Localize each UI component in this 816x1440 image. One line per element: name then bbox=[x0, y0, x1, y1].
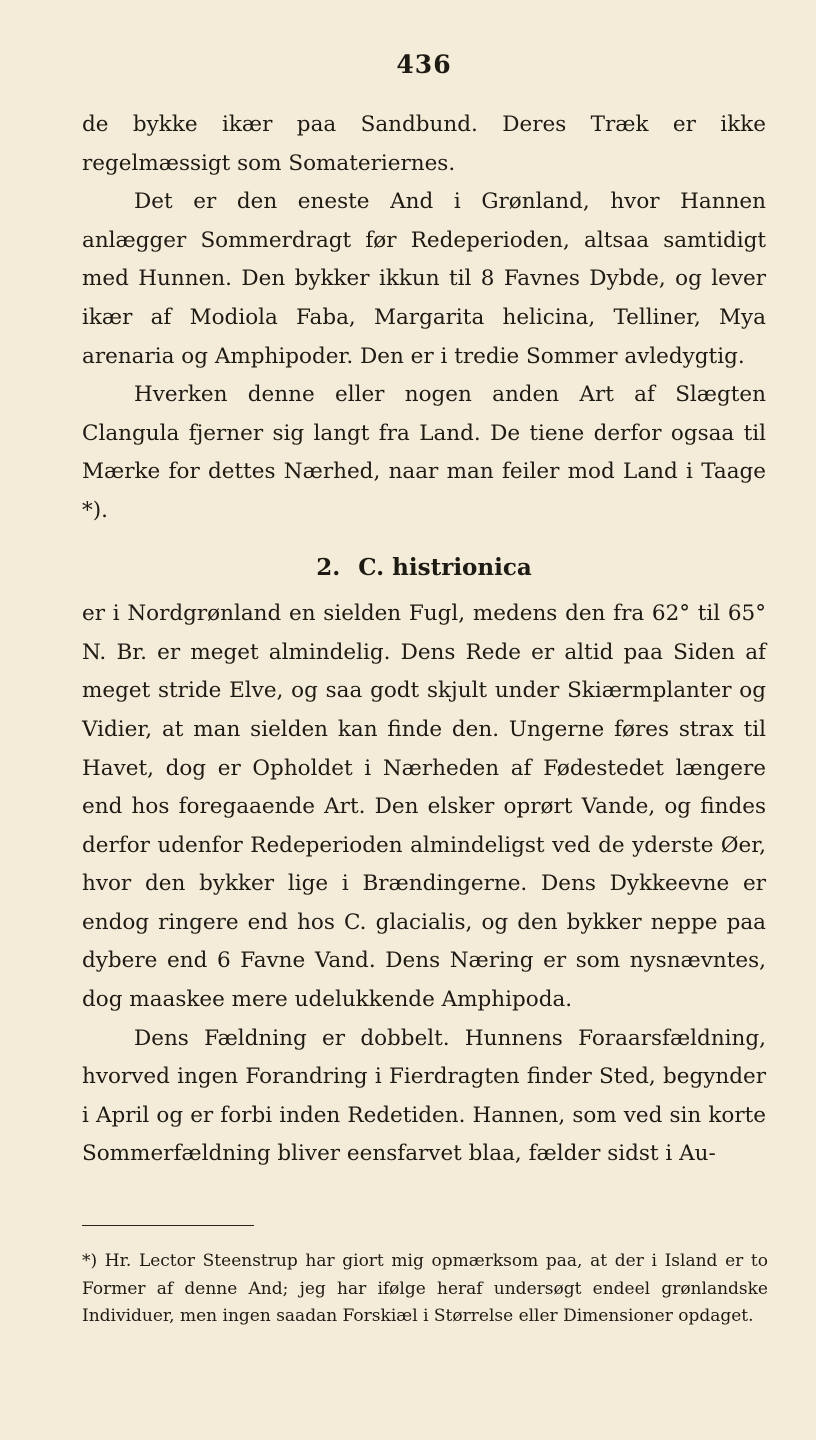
footnote: *) Hr. Lector Steenstrup har giort mig opmærksom paa, at der i Island er to Former af denne And; jeg har ifølge heraf undersøgt endeel grønlandske Individuer, men ingen saadan Forskiæl i Størrelse eller Dimensioner opdaget. bbox=[82, 1251, 768, 1326]
species-number: 2. bbox=[316, 553, 341, 581]
paragraph: Det er den eneste And i Grønland, hvor Hannen anlægger Sommerdragt før Redeperioden, altsaa samtidigt med Hunnen. Den bykker ikkun til 8 Favnes Dybde, og lever ikær af Modiola Faba, Margarita helicina, Telliner, Mya arenaria og Amphipoder. Den er i tredie Sommer avledygtig. bbox=[82, 189, 766, 369]
footnote-divider bbox=[82, 1225, 254, 1226]
species-paragraph: er i Nordgrønland en sielden Fugl, medens den fra 62° til 65° N. Br. er meget almindelig. Dens Rede er altid paa Siden af meget stride Elve, og saa godt skjult under Skiærmplanter og Vidier, at man sielden kan finde den. Ungerne føres strax til Havet, dog er Opholdet i Nærheden af Fødestedet længere end hos foregaaende Art. Den elsker oprørt Vande, og findes derfor udenfor Redeperioden almindeligst ved de yderste Øer, hvor den bykker lige i Brændingerne. Dens Dykkeevne er endog ringere end hos C. glacialis, og den bykker neppe paa dybere end 6 Favne Vand. Dens Næring er som nysnævntes, dog maaskee mere udelukkende Amphipoda. bbox=[82, 601, 766, 1013]
body-text bbox=[82, 106, 766, 1174]
page-number: 436 bbox=[396, 50, 452, 79]
paragraph: Hverken denne eller nogen anden Art af Slægten Clangula fjerner sig langt fra Land. De tiene derfor ogsaa til Mærke for dettes Nærhed, naar man feiler mod Land i Taage *). bbox=[82, 382, 766, 523]
species-heading bbox=[82, 549, 766, 588]
paragraph-continuation: de bykke ikær paa Sandbund. Deres Træk er ikke regelmæssigt som Somateriernes. bbox=[82, 112, 766, 176]
species-name: C. histrionica bbox=[358, 553, 532, 581]
species-paragraph: Dens Fældning er dobbelt. Hunnens Foraarsfældning, hvorved ingen Forandring i Fierdragten finder Sted, begynder i April og er forbi inden Redetiden. Hannen, som ved sin korte Sommerfældning bliver eensfarvet blaa, fælder sidst i Au- bbox=[82, 1025, 766, 1167]
